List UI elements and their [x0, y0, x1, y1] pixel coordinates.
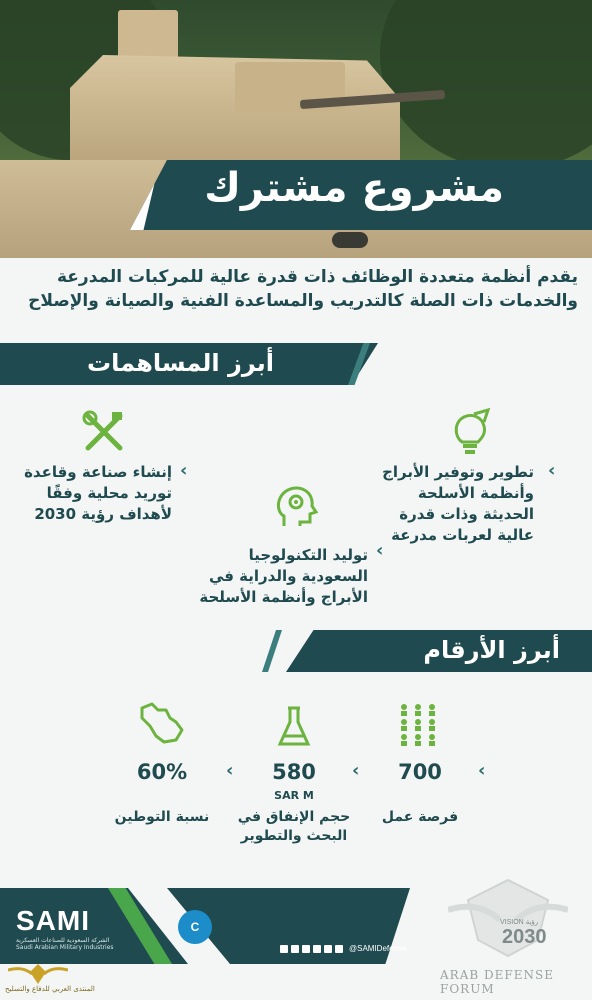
- stat-label: [229, 808, 359, 846]
- saudi-map-icon: [136, 700, 186, 746]
- lightbulb-gear-icon: [448, 408, 492, 456]
- contribution-line: إنشاء صناعة وقاعدة: [24, 463, 172, 481]
- stat-value: 580: [272, 760, 316, 784]
- contributions-heading: أبرز المساهمات: [87, 349, 274, 377]
- youtube-icon[interactable]: [280, 945, 288, 953]
- partner-logo: C: [178, 910, 212, 944]
- intro-line: والخدمات ذات الصلة كالتدريب والمساعدة الفنية والصيانة والإصلاح: [28, 291, 578, 311]
- vehicle-light: [332, 232, 368, 248]
- vision-label: VISION رؤية: [500, 919, 539, 926]
- head-gear-icon: [272, 484, 318, 530]
- stat-unit: SAR M: [274, 789, 314, 802]
- vision-2030-logo: 2030: [502, 926, 547, 948]
- chevron-icon: ‹: [548, 460, 556, 481]
- stat-label: [97, 808, 227, 827]
- intro-text: [8, 265, 578, 313]
- stat-label-line: نسبة التوطين: [114, 809, 210, 825]
- chevron-icon: ‹: [478, 760, 486, 781]
- social-handle[interactable]: @SAMIDefense: [349, 944, 407, 953]
- contribution-line: السعودية والدراية في: [208, 567, 368, 585]
- twitter-icon[interactable]: [313, 945, 321, 953]
- social-links: [280, 944, 406, 953]
- contribution-line: تطوير وتوفير الأبراج: [382, 463, 534, 481]
- watermark-text-left: المنتدى العربي للدفاع والتسليح: [5, 985, 95, 993]
- facebook-icon[interactable]: [324, 945, 332, 953]
- stat-label-line: فرصة عمل: [381, 809, 459, 825]
- stat-label-line: حجم الإنفاق في: [237, 809, 351, 825]
- flask-icon: [276, 704, 312, 748]
- linkedin-icon[interactable]: [291, 945, 299, 953]
- sami-logo: SAMI: [16, 905, 90, 936]
- contribution-item: [199, 545, 368, 608]
- watermark-text: ARAB DEFENSE FORUM: [440, 968, 554, 996]
- contribution-item: [382, 462, 534, 546]
- stat-label: [355, 808, 485, 827]
- contribution-line: عالية لعربات مدرعة: [391, 526, 534, 544]
- stat-value: 60%: [136, 760, 188, 784]
- contribution-line: لأهداف رؤية 2030: [34, 505, 172, 523]
- people-icon: [396, 702, 440, 746]
- instagram-icon[interactable]: [302, 945, 310, 953]
- contribution-line: توريد محلية وفقًا: [46, 484, 172, 502]
- intro-line: يقدم أنظمة متعددة الوظائف ذات قدرة عالية للمركبات المدرعة: [56, 267, 578, 287]
- contribution-line: وأنظمة الأسلحة: [417, 484, 534, 502]
- chevron-icon: ‹: [376, 540, 384, 561]
- tools-icon: [82, 410, 126, 454]
- sami-subtitle: الشركة السعودية للصناعات العسكرية Saudi Arabian Military Industries: [16, 937, 114, 951]
- chevron-icon: ‹: [352, 760, 360, 781]
- stat-label-line: البحث والتطوير: [240, 828, 348, 844]
- chevron-icon: ‹: [226, 760, 234, 781]
- page-title: مشروع مشترك: [204, 165, 504, 211]
- foliage: [380, 0, 592, 170]
- contribution-line: الحديثة وذات قدرة: [399, 505, 534, 523]
- chevron-icon: ‹: [180, 460, 188, 481]
- banner-accent: [262, 630, 282, 672]
- numbers-heading: أبرز الأرقام: [423, 636, 560, 664]
- forum-emblem-icon: [8, 962, 68, 986]
- contribution-item: [24, 462, 172, 525]
- contribution-line: الأبراج وأنظمة الأسلحة: [199, 588, 368, 606]
- contribution-line: توليد التكنولوجيا: [248, 546, 368, 564]
- stat-value: 700: [398, 760, 442, 784]
- snapchat-icon[interactable]: [335, 945, 343, 953]
